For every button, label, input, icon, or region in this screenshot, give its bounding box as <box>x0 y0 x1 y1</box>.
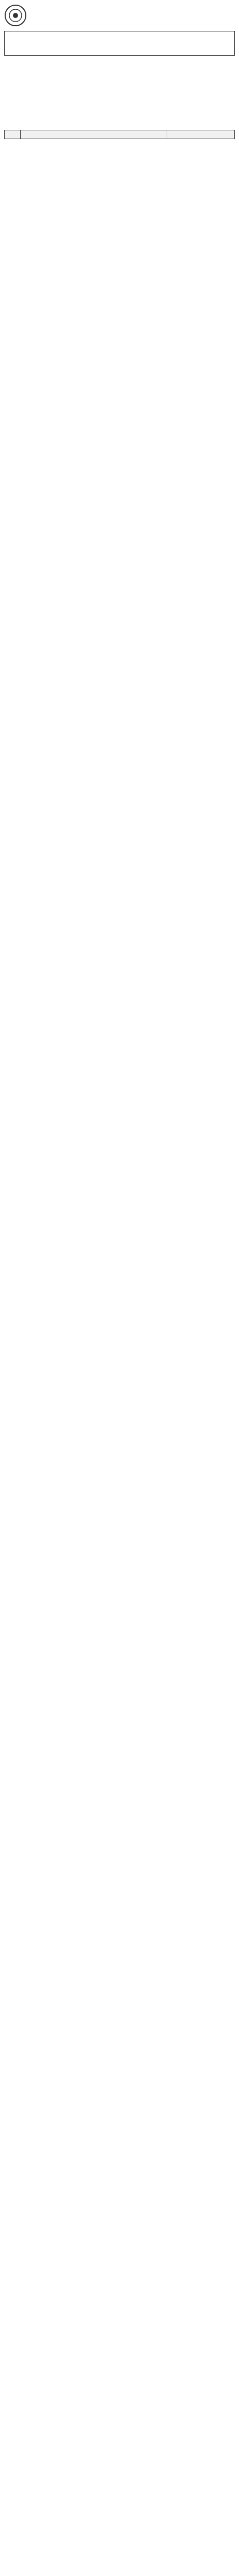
signatory-name <box>4 219 235 226</box>
header-serial <box>5 130 21 139</box>
government-emblem-icon <box>4 4 27 27</box>
signature-block <box>4 219 235 240</box>
memo-row <box>4 122 235 128</box>
ministry-line <box>31 3 235 10</box>
notice-box <box>4 31 235 56</box>
header-center <box>167 130 234 139</box>
document-page <box>0 0 239 243</box>
document-header <box>4 3 235 28</box>
header-text <box>31 3 235 28</box>
signatory-designation <box>4 226 235 232</box>
exam-center-table <box>4 130 235 139</box>
header-college <box>21 130 167 139</box>
table-header-row <box>5 130 235 139</box>
office-title <box>31 18 235 28</box>
intro-paragraph <box>4 58 235 120</box>
notes-section <box>4 142 235 214</box>
board-line <box>31 10 235 16</box>
